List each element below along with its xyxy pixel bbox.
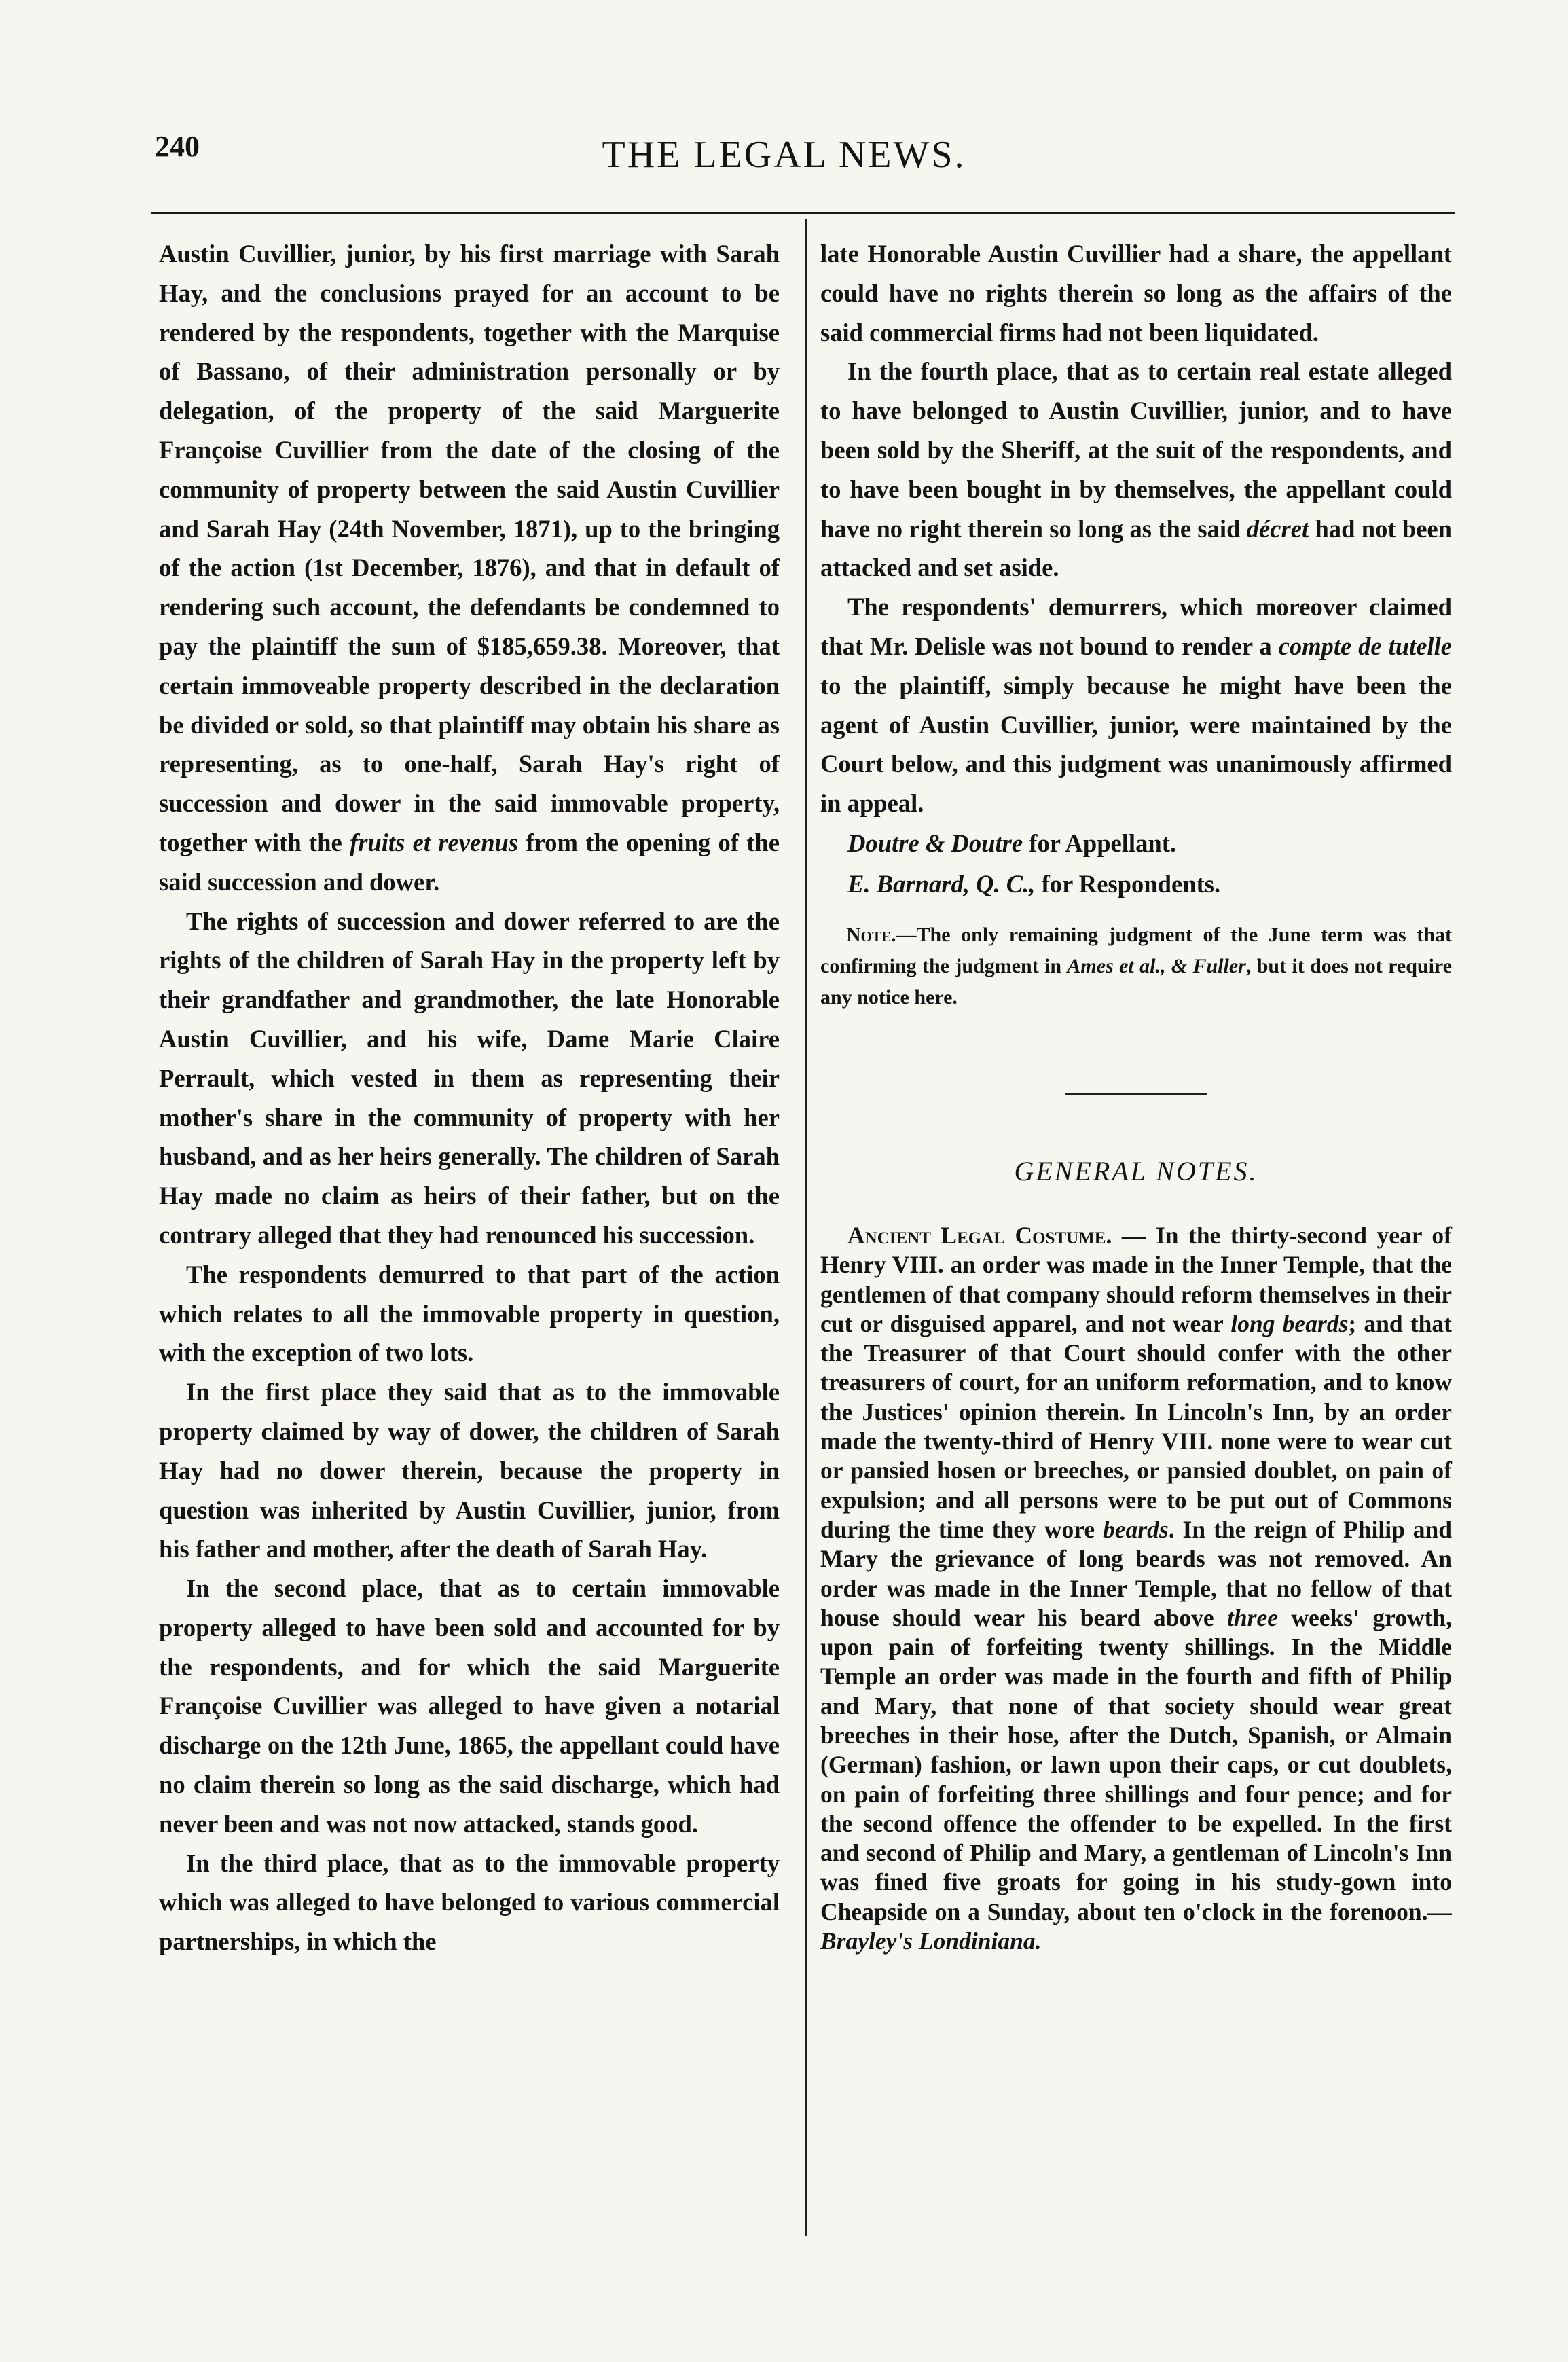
column-divider [805, 219, 807, 2236]
left-column [159, 234, 780, 1961]
section-divider [1065, 1093, 1207, 1095]
article-ancient-legal-costume: Ancient Legal Costume. — In the thirty-second year of Henry VIII. an order was made in the Inner Temple, that the gentlemen of that company should reform themselves in their cut or disguised apparel, and not wear long beards; and that the Treasurer of that Court should confer with the other treasurers of court, for an uniform reformation, and to know the Justices' opinion therein. In Lincoln's Inn, by an order made the twenty-third of Henry VIII. none were to wear cut or pansied hosen or breeches, or pansied doublet, on pain of expulsion; and all persons were to be put out of Commons during the time they wore beards. In the reign of Philip and Mary the grievance of long beards was not removed. An order was made in the Inner Temple, that no fellow of that house should wear his beard above three weeks' growth, upon pain of forfeiting twenty shillings. In the Middle Temple an order was made in the fourth and fifth of Philip and Mary, that none of that society should wear great breeches in their hose, after the Dutch, Spanish, or Almain (German) fashion, or lawn upon their caps, or cut doublets, on pain of forfeiting three shillings and four pence; and for the second offence the offender to be expelled. In the first and second of Philip and Mary, a gentleman of Lincoln's Inn was fined five groats for going in his study-gown into Cheapside on a Sunday, about ten o'clock in the forenoon.—Brayley's Londiniana. [820, 1221, 1453, 1955]
paragraph: The respondents' demurrers, which moreover claimed that Mr. Delisle was not bound to render a compte de tutelle to the plaintiff, simply because he might have been the agent of Austin Cuvillier, junior, were maintained by the Court below, and this judgment was unanimously affirmed in appeal. [820, 593, 1452, 818]
editor-note: Note.—The only remaining judgment of the June term was that confirming the judgment in Ames et al., & Fuller, but it does not require any notice here. [820, 923, 1453, 1009]
counsel-appellant: Doutre & Doutre for Appellant. [847, 829, 1177, 857]
right-column [820, 234, 1452, 1956]
paragraph: The respondents demurred to that part of the action which relates to all the immovable property in question, with the exception of two lots. [159, 1260, 780, 1367]
section-title: GENERAL NOTES. [1014, 1155, 1258, 1186]
paragraph: The rights of succession and dower referred to are the rights of the children of Sarah Hay in the property left by their grandfather and grandmother, the late Honorable Austin Cuvillier, and his wife, Dame Marie Claire Perrault, which vested in them as representing their mother's share in the community of property with her husband, and as her heirs generally. The children of Sarah Hay made no claim as heirs of their father, but on the contrary alleged that they had renounced his succession. [159, 907, 780, 1249]
running-head: THE LEGAL NEWS. [602, 134, 966, 176]
header-rule [151, 212, 1455, 214]
paragraph: late Honorable Austin Cuvillier had a share, the appellant could have no rights therein so long as the affairs of the said commercial firms had not been liquidated. [820, 240, 1452, 346]
paragraph: In the second place, that as to certain immovable property alleged to have been sold and accounted for by the respondents, and for which the said Marguerite Françoise Cuvillier was alleged to have given a notarial discharge on the 12th June, 1865, the appellant could have no claim therein so long as the said discharge, which had never been and was not now attacked, stands good. [159, 1574, 780, 1838]
counsel-respondents: E. Barnard, Q. C., for Respondents. [847, 869, 1221, 898]
paragraph: In the first place they said that as to the immovable property claimed by way of dower, the children of Sarah Hay had no dower therein, because the property in question was inherited by Austin Cuvillier, junior, from his father and mother, after the death of Sarah Hay. [159, 1378, 780, 1563]
paragraph: In the fourth place, that as to certain real estate alleged to have belonged to Austin Cuvillier, junior, and to have been sold by the Sheriff, at the suit of the respondents, and to have been bought in by themselves, the appellant could have no right therein so long as the said décret had not been attacked and set aside. [820, 357, 1453, 582]
paragraph: Austin Cuvillier, junior, by his first marriage with Sarah Hay, and the conclusions prayed for an account to be rendered by the respondents, together with the Marquise of Bassano, of their administration personally or by delegation, of the property of the said Marguerite Françoise Cuvillier from the date of the closing of the community of property between the said Austin Cuvillier and Sarah Hay (24th November, 1871), up to the bringing of the action (1st December, 1876), and that in default of rendering such account, the defendants be condemned to pay the plaintiff the sum of $185,659.38. Moreover, that certain immoveable property described in the declaration be divided or sold, so that plaintiff may obtain his share as representing, as to one-half, Sarah Hay's right of succession and dower in the said immovable property, together with the fruits et revenus from the opening of the said succession and dower. [159, 240, 780, 896]
paragraph: In the third place, that as to the immovable property which was alleged to have belonged to various commercial partnerships, in which the [159, 1849, 780, 1956]
page-number: 240 [155, 130, 200, 163]
